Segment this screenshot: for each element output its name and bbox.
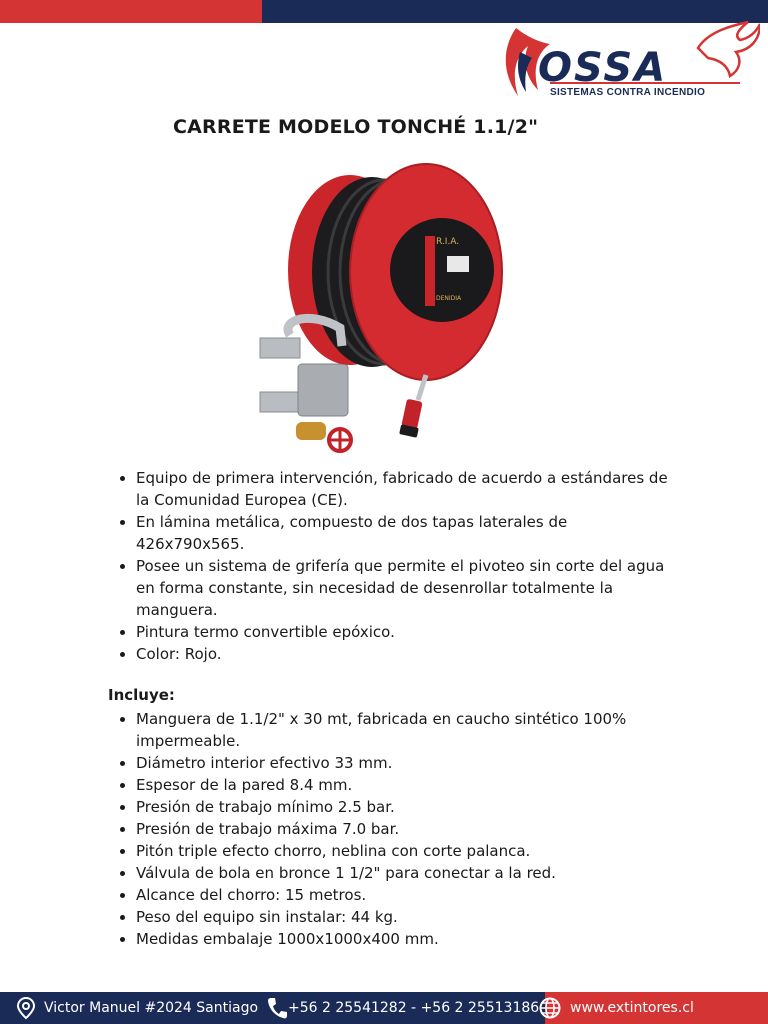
phone-icon — [266, 996, 288, 1020]
brand-mark: DENIDIA — [436, 295, 462, 302]
feature-item: • Posee un sistema de grifería que permite el pivoteo sin corte del agua en forma constante, sin necesidad de desenrollar totalmente la manguera. — [136, 555, 678, 621]
footer-bar — [0, 992, 768, 1024]
logo-tagline: SISTEMAS CONTRA INCENDIO — [550, 87, 706, 98]
footer-address: Victor Manuel #2024 Santiago — [44, 1000, 259, 1016]
feature-item: • Color: Rojo. — [136, 643, 678, 665]
includes-heading: Incluye: — [108, 686, 175, 704]
includes-item: • Presión de trabajo máxima 7.0 bar. — [136, 818, 678, 840]
includes-item: • Alcance del chorro: 15 metros. — [136, 884, 678, 906]
hose-reel-image — [250, 160, 510, 460]
footer-website-link[interactable]: www.extintores.cl — [570, 1000, 694, 1016]
includes-item: • Presión de trabajo mínimo 2.5 bar. — [136, 796, 678, 818]
globe-icon — [538, 996, 562, 1020]
footer-phones: +56 2 25541282 - +56 2 25513186 — [288, 1000, 540, 1016]
includes-item: • Diámetro interior efectivo 33 mm. — [136, 752, 678, 774]
feature-item: • Equipo de primera intervención, fabricado de acuerdo a estándares de la Comunidad Europea (CE). — [136, 467, 678, 511]
includes-item: • Espesor de la pared 8.4 mm. — [136, 774, 678, 796]
feature-item: • Pintura termo convertible epóxico. — [136, 621, 678, 643]
includes-item: • Medidas embalaje 1000x1000x400 mm. — [136, 928, 678, 950]
ossa-logo — [498, 18, 760, 104]
feature-item: • En lámina metálica, compuesto de dos tapas laterales de 426x790x565. — [136, 511, 678, 555]
includes-list — [108, 708, 678, 950]
ria-label: R.I.A. — [436, 237, 460, 247]
includes-item: • Válvula de bola en bronce 1 1/2" para conectar a la red. — [136, 862, 678, 884]
includes-item: • Manguera de 1.1/2" x 30 mt, fabricada en caucho sintético 100% impermeable. — [136, 708, 678, 752]
page-title: CARRETE MODELO TONCHÉ 1.1/2" — [173, 116, 539, 138]
top-bar-red — [0, 0, 262, 23]
location-pin-icon — [14, 996, 38, 1020]
features-list — [108, 467, 678, 665]
includes-item: • Pitón triple efecto chorro, neblina con corte palanca. — [136, 840, 678, 862]
logo-wordmark: OSSA — [538, 45, 668, 91]
includes-item: • Peso del equipo sin instalar: 44 kg. — [136, 906, 678, 928]
